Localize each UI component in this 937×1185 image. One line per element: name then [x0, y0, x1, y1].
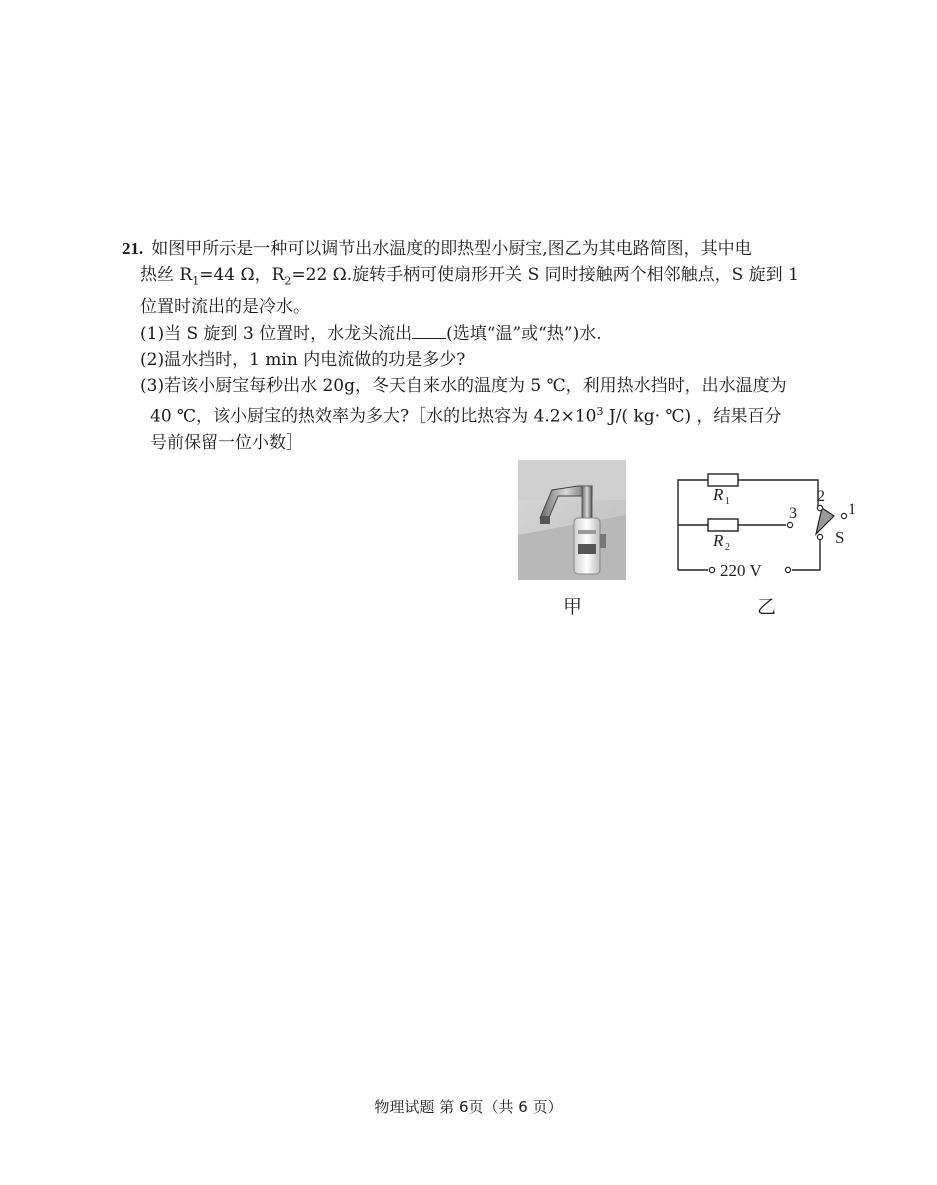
switch-label: S [835, 528, 845, 547]
r1-subscript: 1 [192, 274, 200, 288]
wire-top-right [738, 480, 818, 508]
r2-label: R [713, 531, 724, 550]
question-number: 21. [122, 239, 144, 258]
question-intro-line-3: 位置时流出的是冷水。 [140, 297, 310, 318]
faucet-photo [518, 460, 626, 580]
wire-bottom-right [792, 540, 820, 570]
faucet-illustration-icon [518, 460, 626, 580]
question-21 [122, 236, 842, 456]
r2-subscript: 2 [284, 274, 292, 288]
part-1 [122, 320, 842, 347]
question-intro-line-1 [122, 236, 842, 262]
contact-2-label: 2 [817, 488, 825, 505]
part-1-text-b: (选填“温”或“热”)水. [446, 324, 602, 345]
photo-caption: 甲 [563, 596, 583, 618]
circuit-caption: 乙 [757, 596, 777, 618]
resistor-r2 [708, 519, 738, 531]
intro-text-1: 如图甲所示是一种可以调节出水温度的即热型小厨宝,图乙为其电路简图，其中电 [151, 239, 752, 259]
part-3-line-2 [122, 399, 842, 430]
exponent: 3 [596, 405, 604, 419]
contact-3 [787, 522, 792, 527]
part-3-line-3: 号前保留一位小数］ [150, 433, 303, 454]
terminal-left [709, 567, 714, 572]
contact-common [817, 534, 822, 539]
circuit-diagram [668, 466, 868, 584]
r1-label-sub: 1 [725, 496, 730, 507]
part-2: (2)温水挡时，1 min 内电流做的功是多少? [140, 350, 466, 371]
question-intro-line-2 [122, 262, 842, 294]
intro-text-2c: =44 Ω，R [199, 265, 285, 285]
terminal-right [785, 567, 790, 572]
r2-label-sub: 2 [725, 542, 730, 553]
intro-text-2e: =22 Ω.旋转手柄可使扇形开关 S 同时接触两个相邻触点，S 旋到 1 [291, 265, 799, 285]
part-3-text-2a: 40 ℃，该小厨宝的热效率为多大?［水的比热容为 4.2×10 [150, 407, 597, 428]
part-3-text-2c: J/( kg· ℃) ，结果百分 [603, 407, 782, 428]
r1-label: R [713, 485, 724, 504]
answer-blank [412, 320, 446, 339]
intro-text-2a: 热丝 R [140, 265, 193, 285]
contact-2 [817, 505, 822, 510]
voltage-label: 220 V [720, 561, 762, 580]
wire-left-top [678, 480, 708, 562]
part-3-line-1: (3)若该小厨宝每秒出水 20g，冬天自来水的温度为 5 ℃，利用热水挡时，出水温度为 [140, 376, 787, 397]
contact-1-label: 1 [848, 501, 856, 518]
part-1-text-a: (1)当 S 旋到 3 位置时，水龙头流出 [140, 324, 413, 345]
sector-switch [816, 508, 834, 534]
contact-1 [841, 513, 846, 518]
contact-3-label: 3 [789, 505, 797, 522]
page-footer: 物理试题 第 6页（共 6 页） [374, 1098, 563, 1116]
